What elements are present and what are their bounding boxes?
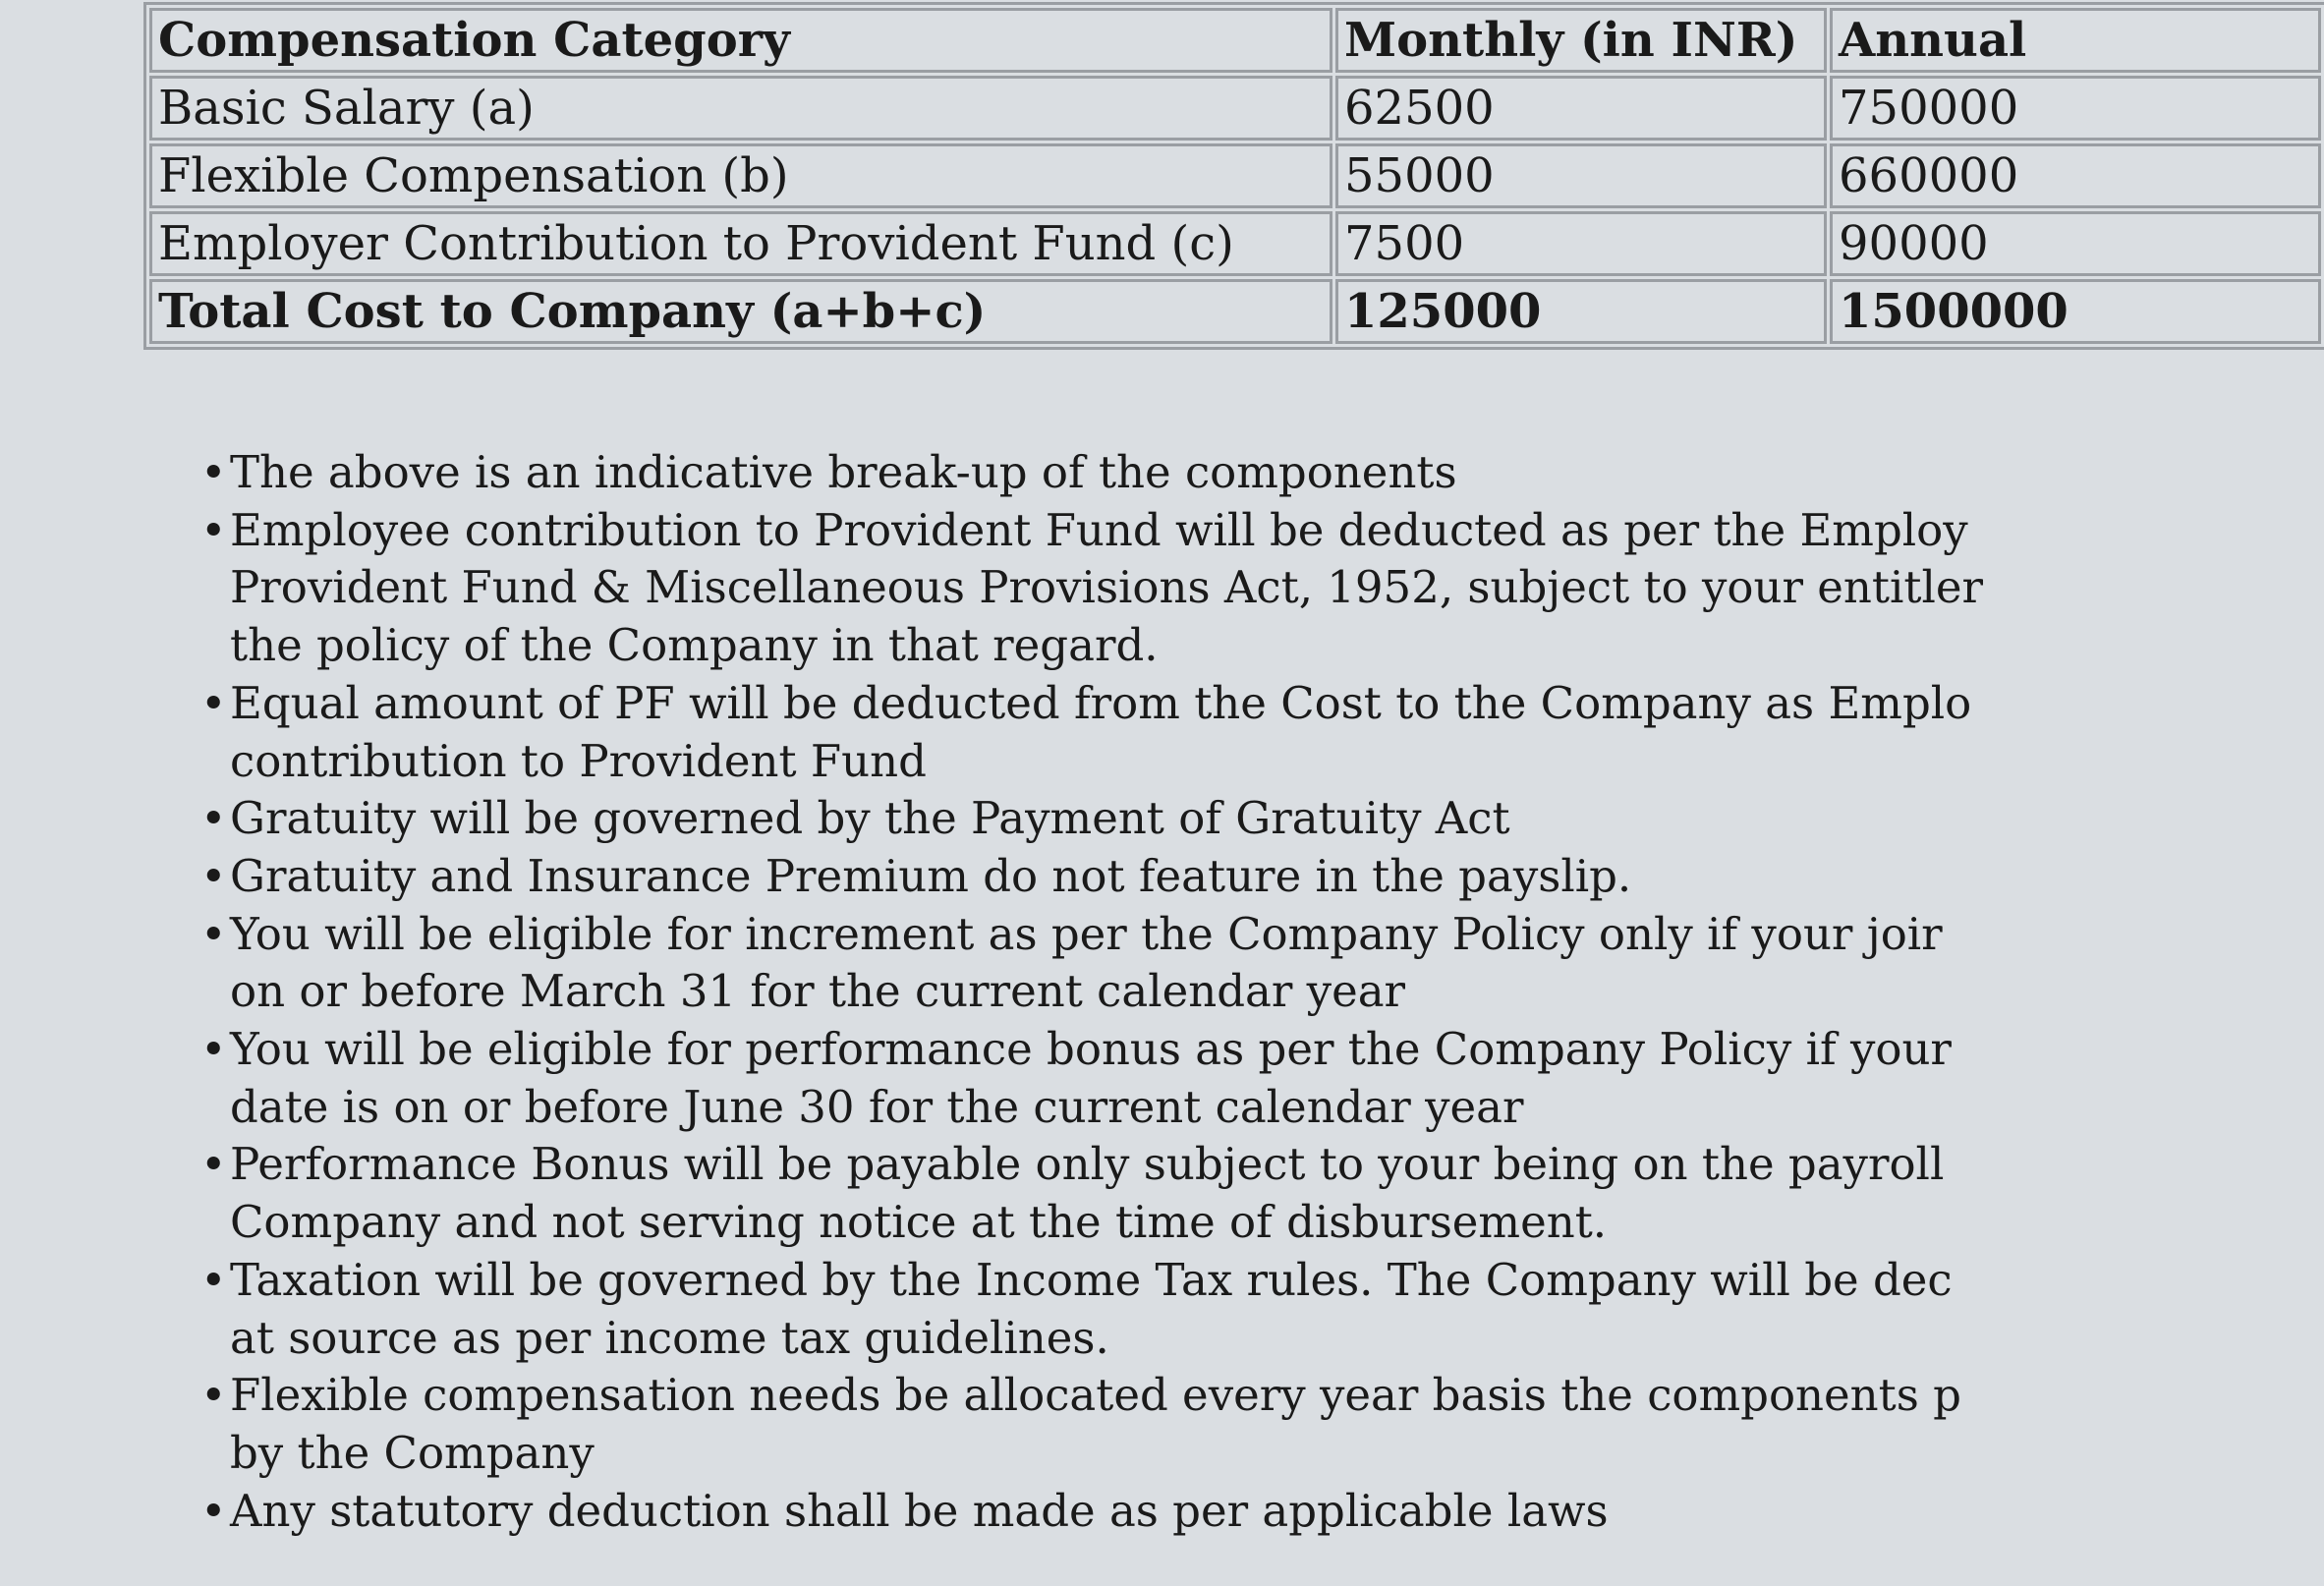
note-line: contribution to Provident Fund [230, 734, 927, 787]
header-annual: Annual [1830, 8, 2321, 73]
note-line: Company and not serving notice at the time of disbursement. [230, 1196, 1608, 1249]
note-line: the policy of the Company in that regard. [230, 619, 1159, 672]
note-item [200, 790, 2097, 848]
note-item [200, 1021, 2097, 1136]
note-line: Gratuity will be governed by the Payment of Gratuity Act [230, 792, 1510, 845]
note-line: You will be eligible for performance bonus as per the Company Policy if your [230, 1023, 1952, 1076]
note-item [200, 675, 2097, 790]
note-line: Flexible compensation needs be allocated every year basis the components p [230, 1369, 1961, 1422]
category-cell: Basic Salary (a) [149, 76, 1332, 141]
note-line: Employee contribution to Provident Fund will be deducted as per the Employ [230, 503, 1968, 556]
note-item [200, 906, 2097, 1021]
category-cell: Flexible Compensation (b) [149, 143, 1332, 208]
note-line: The above is an indicative break-up of the components [230, 446, 1457, 498]
monthly-cell: 7500 [1335, 211, 1827, 276]
note-line: Taxation will be governed by the Income Tax rules. The Company will be dec [230, 1253, 1953, 1306]
header-compensation-category: Compensation Category [149, 8, 1332, 73]
note-line: Performance Bonus will be payable only subject to your being on the payroll [230, 1138, 1945, 1191]
annual-cell: 660000 [1830, 143, 2321, 208]
table-row [149, 143, 2321, 208]
table-row [149, 76, 2321, 141]
total-label-cell: Total Cost to Company (a+b+c) [149, 279, 1332, 344]
note-line: on or before March 31 for the current calendar year [230, 965, 1406, 1018]
note-item [200, 1367, 2097, 1482]
note-line: date is on or before June 30 for the current calendar year [230, 1080, 1524, 1133]
note-item [200, 1252, 2097, 1367]
annual-cell: 90000 [1830, 211, 2321, 276]
note-item [200, 848, 2097, 906]
table-row [149, 211, 2321, 276]
compensation-notes-list [200, 444, 2012, 1540]
compensation-table-container [143, 2, 2069, 348]
note-line: Gratuity and Insurance Premium do not feature in the payslip. [230, 849, 1632, 902]
header-monthly: Monthly (in INR) [1335, 8, 1827, 73]
note-line: You will be eligible for increment as per the Company Policy only if your joir [230, 907, 1943, 960]
note-line: at source as per income tax guidelines. [230, 1311, 1109, 1364]
total-annual-cell: 1500000 [1830, 279, 2321, 344]
note-item [200, 1136, 2097, 1251]
compensation-table [143, 2, 2324, 350]
annual-cell: 750000 [1830, 76, 2321, 141]
table-header-row [149, 8, 2321, 73]
monthly-cell: 62500 [1335, 76, 1827, 141]
note-line: Equal amount of PF will be deducted from the Cost to the Company as Emplo [230, 676, 1972, 729]
note-line: Provident Fund & Miscellaneous Provisions Act, 1952, subject to your entitler [230, 561, 1983, 614]
note-line: Any statutory deduction shall be made as per applicable laws [230, 1484, 1609, 1537]
category-cell: Employer Contribution to Provident Fund (c) [149, 211, 1332, 276]
note-item [200, 444, 2097, 502]
total-monthly-cell: 125000 [1335, 279, 1827, 344]
table-total-row [149, 279, 2321, 344]
note-item [200, 1483, 2097, 1541]
monthly-cell: 55000 [1335, 143, 1827, 208]
note-item [200, 502, 2097, 675]
note-line: by the Company [230, 1426, 595, 1479]
